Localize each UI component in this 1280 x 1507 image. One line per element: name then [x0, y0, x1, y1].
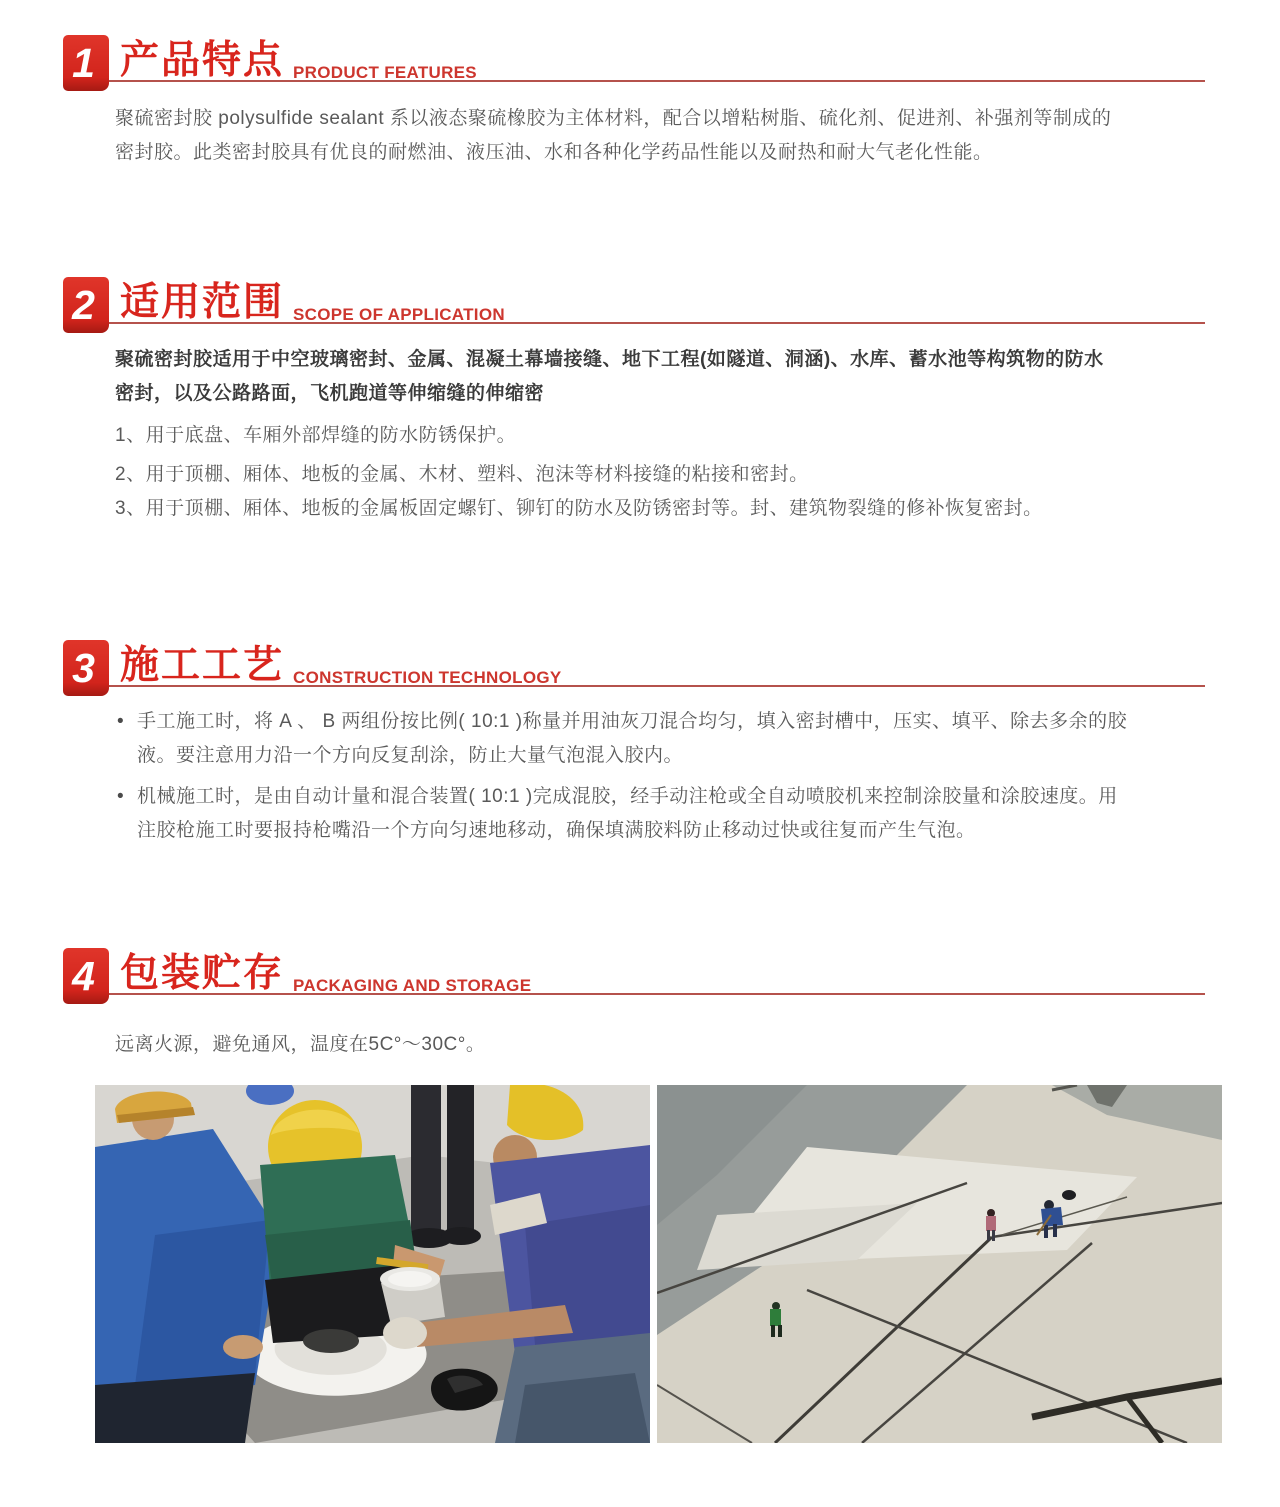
section-title-cn: 施工工艺 [120, 644, 285, 687]
section-number-badge: 4 [63, 948, 109, 1004]
bullet-dot: • [117, 786, 124, 807]
body-paragraph-line: 聚硫密封胶 polysulfide sealant 系以液态聚硫橡胶为主体材料，配合以增粘树脂、硫化剂、促进剂、补强剂等制成的 [115, 108, 1112, 129]
section-scope-of-application [63, 277, 1205, 526]
list-item: 1、用于底盘、车厢外部焊缝的防水防锈保护。 [115, 425, 517, 446]
application-list [115, 419, 1195, 526]
section-construction-technology [63, 640, 1205, 848]
section-title-en: PACKAGING AND STORAGE [293, 976, 532, 995]
bullet-line: 手工施工时，将 A 、 B 两组份按比例( 10:1 )称量并用油灰刀混合均匀，填入密封槽中，压实、填平、除去多余的胶 [137, 711, 1128, 732]
bullet-line: 液。要注意用力沿一个方向反复刮涂，防止大量气泡混入胶内。 [137, 745, 684, 766]
lead-paragraph-line: 密封，以及公路路面，飞机跑道等伸缩缝的伸缩密 [115, 383, 545, 404]
list-item: 3、用于顶棚、厢体、地板的金属板固定螺钉、铆钉的防水及防锈密封等。封、建筑物裂缝的修补恢复密封。 [115, 498, 1043, 519]
body-paragraph-line: 密封胶。此类密封胶具有优良的耐燃油、液压油、水和各种化学药品性能以及耐热和耐大气老化性能。 [115, 142, 993, 163]
section-title-en: CONSTRUCTION TECHNOLOGY [293, 668, 562, 687]
bullet-item [115, 780, 1195, 848]
section-body [115, 102, 1195, 170]
section-header [63, 35, 1205, 92]
bullet-line: 机械施工时，是由自动计量和混合装置( 10:1 )完成混胶，经手动注枪或全自动喷胶机来控制涂胶量和涂胶速度。用 [137, 786, 1118, 807]
section-number-badge: 2 [63, 277, 109, 333]
section-product-features [63, 35, 1205, 170]
section-title-cn: 包装贮存 [120, 952, 285, 995]
section-header [63, 640, 1205, 697]
section-title-en: PRODUCT FEATURES [293, 63, 477, 82]
section-number-badge: 3 [63, 640, 109, 696]
section-title-en: SCOPE OF APPLICATION [293, 305, 505, 324]
section-body [115, 1028, 1195, 1062]
section-lead [115, 343, 1195, 411]
bullet-dot: • [117, 711, 124, 732]
section-title-cn: 产品特点 [120, 39, 285, 82]
section-number-badge: 1 [63, 35, 109, 91]
photo-row [95, 1085, 1280, 1443]
bullet-line: 注胶枪施工时要报持枪嘴沿一个方向匀速地移动，确保填满胶料防止移动过快或往复而产生气泡。 [137, 820, 976, 841]
workers-mixing-sealant-photo [95, 1085, 650, 1443]
concrete-slope-joint-sealing-photo [657, 1085, 1222, 1443]
list-item: 2、用于顶棚、厢体、地板的金属、木材、塑料、泡沫等材料接缝的粘接和密封。 [115, 464, 809, 485]
section-title-cn: 适用范围 [120, 281, 285, 324]
lead-paragraph-line: 聚硫密封胶适用于中空玻璃密封、金属、混凝土幕墙接缝、地下工程(如隧道、洞涵)、水库、蓄水池等构筑物的防水 [115, 349, 1104, 370]
bullet-item [115, 705, 1195, 773]
body-paragraph-line: 远离火源，避免通风，温度在5C°～30C°。 [115, 1034, 486, 1055]
construction-bullet-list [115, 705, 1195, 848]
section-header [63, 277, 1205, 334]
section-header [63, 948, 1205, 1005]
section-packaging-and-storage [63, 948, 1205, 1062]
